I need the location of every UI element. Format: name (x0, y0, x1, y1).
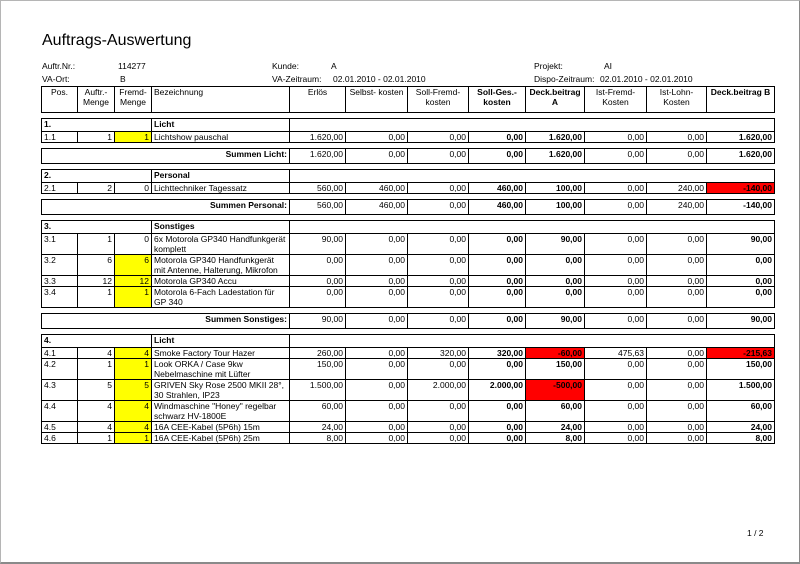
cell-soll-fremdkosten: 0,00 (408, 287, 469, 308)
sum-ist-fremdkosten: 0,00 (585, 149, 647, 164)
cell-soll-ges-kosten: 0,00 (469, 401, 526, 422)
cell-ist-fremdkosten: 0,00 (585, 255, 647, 276)
cell-soll-fremdkosten: 0,00 (408, 276, 469, 287)
cell-ist-fremdkosten: 0,00 (585, 401, 647, 422)
cell-pos: 3.4 (42, 287, 78, 308)
cell-deck-b: 0,00 (707, 287, 775, 308)
group-name: Licht (152, 119, 290, 132)
cell-erloes: 0,00 (290, 287, 346, 308)
cell-ist-fremdkosten: 0,00 (585, 433, 647, 444)
cell-erloes: 24,00 (290, 422, 346, 433)
cell-bezeichnung: Look ORKA / Case 9kw Nebelmaschine mit Lüfter (152, 359, 290, 380)
sum-soll-fremdkosten: 0,00 (408, 200, 469, 215)
sum-erloes: 90,00 (290, 314, 346, 329)
cell-fremd-menge: 1 (115, 359, 152, 380)
cell-bezeichnung: 6x Motorola GP340 Handfunkgerät komplett (152, 234, 290, 255)
va-ort-value: B (120, 74, 126, 84)
col-ist-lohnkosten: Ist-Lohn- Kosten (647, 87, 707, 113)
cell-fremd-menge: 4 (115, 422, 152, 433)
sum-ist-lohnkosten: 0,00 (647, 149, 707, 164)
cell-selbstkosten: 460,00 (346, 183, 408, 194)
col-auftr-menge: Auftr.- Menge (78, 87, 115, 113)
cell-soll-fremdkosten: 0,00 (408, 359, 469, 380)
cell-fremd-menge: 4 (115, 401, 152, 422)
sum-selbstkosten: 460,00 (346, 200, 408, 215)
table-row (42, 287, 775, 308)
cell-deck-a: -60,00 (526, 348, 585, 359)
group-header-row (42, 170, 775, 183)
sum-ist-fremdkosten: 0,00 (585, 200, 647, 215)
sum-soll-fremdkosten: 0,00 (408, 149, 469, 164)
col-pos: Pos. (42, 87, 78, 113)
cell-deck-a: 90,00 (526, 234, 585, 255)
cell-deck-a: 0,00 (526, 276, 585, 287)
cell-bezeichnung: 16A CEE-Kabel (5P6h) 15m (152, 422, 290, 433)
cell-selbstkosten: 0,00 (346, 234, 408, 255)
cell-soll-fremdkosten: 0,00 (408, 422, 469, 433)
table-row (42, 433, 775, 444)
cell-auftr-menge: 4 (78, 401, 115, 422)
cell-deck-a: 0,00 (526, 287, 585, 308)
cell-fremd-menge: 1 (115, 132, 152, 143)
cell-ist-fremdkosten: 0,00 (585, 132, 647, 143)
cell-selbstkosten: 0,00 (346, 380, 408, 401)
group-name: Licht (152, 335, 290, 348)
cell-auftr-menge: 2 (78, 183, 115, 194)
cell-deck-b: 90,00 (707, 234, 775, 255)
col-deck-a: Deck.beitrag A (526, 87, 585, 113)
table-body (42, 113, 775, 444)
cell-deck-b: 1.500,00 (707, 380, 775, 401)
kunde-value: A (331, 61, 337, 71)
cell-ist-lohnkosten: 0,00 (647, 287, 707, 308)
cell-auftr-menge: 1 (78, 433, 115, 444)
sum-label: Summen Personal: (42, 200, 290, 215)
cell-auftr-menge: 1 (78, 287, 115, 308)
auftr-nr-label: Auftr.Nr.: (42, 61, 76, 71)
cell-soll-fremdkosten: 0,00 (408, 433, 469, 444)
cell-deck-b: 24,00 (707, 422, 775, 433)
cell-selbstkosten: 0,00 (346, 255, 408, 276)
cell-ist-lohnkosten: 0,00 (647, 359, 707, 380)
cell-pos: 4.2 (42, 359, 78, 380)
cell-pos: 3.3 (42, 276, 78, 287)
col-bezeichnung: Bezeichnung (152, 87, 290, 113)
sum-ist-lohnkosten: 240,00 (647, 200, 707, 215)
sum-label: Summen Sonstiges: (42, 314, 290, 329)
sum-deck-b: 90,00 (707, 314, 775, 329)
sum-label: Summen Licht: (42, 149, 290, 164)
cell-soll-ges-kosten: 0,00 (469, 433, 526, 444)
group-number: 1. (42, 119, 152, 132)
cell-pos: 1.1 (42, 132, 78, 143)
cell-selbstkosten: 0,00 (346, 276, 408, 287)
sum-selbstkosten: 0,00 (346, 149, 408, 164)
cell-fremd-menge: 4 (115, 348, 152, 359)
cell-soll-fremdkosten: 0,00 (408, 132, 469, 143)
cell-auftr-menge: 6 (78, 255, 115, 276)
cell-selbstkosten: 0,00 (346, 348, 408, 359)
cell-fremd-menge: 12 (115, 276, 152, 287)
cell-bezeichnung: Motorola GP340 Accu (152, 276, 290, 287)
cell-soll-ges-kosten: 460,00 (469, 183, 526, 194)
cell-pos: 4.5 (42, 422, 78, 433)
kunde-label: Kunde: (272, 61, 299, 71)
cell-pos: 2.1 (42, 183, 78, 194)
cell-deck-a: 60,00 (526, 401, 585, 422)
cell-selbstkosten: 0,00 (346, 422, 408, 433)
dispo-zeitraum-value: 02.01.2010 - 02.01.2010 (600, 74, 693, 84)
sum-ist-fremdkosten: 0,00 (585, 314, 647, 329)
sum-deck-b: 1.620,00 (707, 149, 775, 164)
table-row (42, 359, 775, 380)
cell-ist-lohnkosten: 0,00 (647, 433, 707, 444)
cell-auftr-menge: 4 (78, 422, 115, 433)
cell-auftr-menge: 1 (78, 359, 115, 380)
cell-soll-fremdkosten: 2.000,00 (408, 380, 469, 401)
cell-auftr-menge: 1 (78, 132, 115, 143)
group-header-filler (290, 221, 775, 234)
group-header-filler (290, 335, 775, 348)
cell-erloes: 0,00 (290, 255, 346, 276)
cell-fremd-menge: 1 (115, 287, 152, 308)
cell-selbstkosten: 0,00 (346, 132, 408, 143)
cell-soll-ges-kosten: 0,00 (469, 359, 526, 380)
cell-soll-ges-kosten: 0,00 (469, 234, 526, 255)
cell-ist-fremdkosten: 475,63 (585, 348, 647, 359)
cell-auftr-menge: 12 (78, 276, 115, 287)
group-name: Personal (152, 170, 290, 183)
cell-selbstkosten: 0,00 (346, 401, 408, 422)
sum-soll-ges-kosten: 460,00 (469, 200, 526, 215)
cell-deck-b: 1.620,00 (707, 132, 775, 143)
cell-deck-b: 8,00 (707, 433, 775, 444)
cell-deck-b: 0,00 (707, 276, 775, 287)
cell-ist-fremdkosten: 0,00 (585, 359, 647, 380)
cell-soll-ges-kosten: 0,00 (469, 422, 526, 433)
projekt-label: Projekt: (534, 61, 563, 71)
cell-fremd-menge: 6 (115, 255, 152, 276)
sum-soll-ges-kosten: 0,00 (469, 314, 526, 329)
cell-soll-ges-kosten: 0,00 (469, 255, 526, 276)
cell-deck-a: 100,00 (526, 183, 585, 194)
cell-ist-fremdkosten: 0,00 (585, 287, 647, 308)
sum-soll-fremdkosten: 0,00 (408, 314, 469, 329)
report-table (41, 86, 775, 444)
cell-selbstkosten: 0,00 (346, 433, 408, 444)
cell-auftr-menge: 4 (78, 348, 115, 359)
cell-deck-a: 150,00 (526, 359, 585, 380)
cell-bezeichnung: GRIVEN Sky Rose 2500 MKII 28°, 30 Strahlen, IP23 (152, 380, 290, 401)
cell-ist-lohnkosten: 0,00 (647, 276, 707, 287)
cell-pos: 4.1 (42, 348, 78, 359)
sum-ist-lohnkosten: 0,00 (647, 314, 707, 329)
cell-soll-fremdkosten: 0,00 (408, 183, 469, 194)
col-deck-b: Deck.beitrag B (707, 87, 775, 113)
cell-erloes: 0,00 (290, 276, 346, 287)
sum-deck-b: -140,00 (707, 200, 775, 215)
sum-row (42, 200, 775, 215)
col-ist-fremdkosten: Ist-Fremd- Kosten (585, 87, 647, 113)
cell-auftr-menge: 5 (78, 380, 115, 401)
page-number: 1 / 2 (747, 528, 764, 538)
cell-soll-ges-kosten: 0,00 (469, 287, 526, 308)
col-soll-ges-kosten: Soll-Ges.- kosten (469, 87, 526, 113)
cell-bezeichnung: Windmaschine "Honey" regelbar schwarz HV-1800E (152, 401, 290, 422)
cell-erloes: 1.620,00 (290, 132, 346, 143)
cell-erloes: 90,00 (290, 234, 346, 255)
auftr-nr-value: 114277 (118, 61, 146, 71)
cell-bezeichnung: Motorola GP340 Handfunkgerät mit Antenne, Halterung, Mikrofon (152, 255, 290, 276)
cell-deck-a: 0,00 (526, 255, 585, 276)
cell-deck-b: 60,00 (707, 401, 775, 422)
sum-erloes: 560,00 (290, 200, 346, 215)
cell-fremd-menge: 0 (115, 183, 152, 194)
cell-erloes: 260,00 (290, 348, 346, 359)
table-row (42, 276, 775, 287)
group-header-row (42, 221, 775, 234)
cell-deck-a: 24,00 (526, 422, 585, 433)
cell-pos: 3.1 (42, 234, 78, 255)
group-name: Sonstiges (152, 221, 290, 234)
cell-soll-fremdkosten: 320,00 (408, 348, 469, 359)
cell-erloes: 150,00 (290, 359, 346, 380)
cell-ist-lohnkosten: 0,00 (647, 234, 707, 255)
sum-row (42, 149, 775, 164)
cell-ist-lohnkosten: 0,00 (647, 348, 707, 359)
cell-ist-lohnkosten: 240,00 (647, 183, 707, 194)
cell-auftr-menge: 1 (78, 234, 115, 255)
table-header-row (42, 87, 775, 113)
cell-soll-fremdkosten: 0,00 (408, 234, 469, 255)
cell-selbstkosten: 0,00 (346, 359, 408, 380)
cell-bezeichnung: Lichtshow pauschal (152, 132, 290, 143)
group-header-filler (290, 119, 775, 132)
cell-pos: 4.4 (42, 401, 78, 422)
cell-bezeichnung: Lichttechniker Tagessatz (152, 183, 290, 194)
col-selbstkosten: Selbst- kosten (346, 87, 408, 113)
cell-ist-lohnkosten: 0,00 (647, 132, 707, 143)
cell-soll-ges-kosten: 0,00 (469, 276, 526, 287)
table-row (42, 234, 775, 255)
group-number: 4. (42, 335, 152, 348)
table-row (42, 132, 775, 143)
cell-pos: 4.6 (42, 433, 78, 444)
sum-erloes: 1.620,00 (290, 149, 346, 164)
cell-pos: 3.2 (42, 255, 78, 276)
cell-soll-ges-kosten: 320,00 (469, 348, 526, 359)
table-row (42, 348, 775, 359)
sum-deck-a: 1.620,00 (526, 149, 585, 164)
cell-bezeichnung: Smoke Factory Tour Hazer (152, 348, 290, 359)
cell-erloes: 560,00 (290, 183, 346, 194)
cell-erloes: 60,00 (290, 401, 346, 422)
cell-deck-b: 0,00 (707, 255, 775, 276)
sum-row (42, 314, 775, 329)
cell-deck-a: 8,00 (526, 433, 585, 444)
va-zeitraum-value: 02.01.2010 - 02.01.2010 (333, 74, 426, 84)
sum-selbstkosten: 0,00 (346, 314, 408, 329)
cell-ist-fremdkosten: 0,00 (585, 183, 647, 194)
group-number: 2. (42, 170, 152, 183)
sum-deck-a: 90,00 (526, 314, 585, 329)
va-zeitraum-label: VA-Zeitraum: (272, 74, 322, 84)
group-header-row (42, 335, 775, 348)
cell-bezeichnung: Motorola 6-Fach Ladestation für GP 340 (152, 287, 290, 308)
cell-selbstkosten: 0,00 (346, 287, 408, 308)
cell-fremd-menge: 0 (115, 234, 152, 255)
projekt-value: AI (604, 61, 613, 71)
va-ort-label: VA-Ort: (42, 74, 70, 84)
table-row (42, 380, 775, 401)
col-erloes: Erlös (290, 87, 346, 113)
cell-deck-a: -500,00 (526, 380, 585, 401)
table-row (42, 183, 775, 194)
cell-soll-fremdkosten: 0,00 (408, 401, 469, 422)
group-number: 3. (42, 221, 152, 234)
group-header-row (42, 119, 775, 132)
sum-deck-a: 100,00 (526, 200, 585, 215)
cell-deck-a: 1.620,00 (526, 132, 585, 143)
cell-fremd-menge: 5 (115, 380, 152, 401)
cell-ist-fremdkosten: 0,00 (585, 276, 647, 287)
cell-ist-lohnkosten: 0,00 (647, 401, 707, 422)
cell-bezeichnung: 16A CEE-Kabel (5P6h) 25m (152, 433, 290, 444)
cell-ist-fremdkosten: 0,00 (585, 380, 647, 401)
cell-deck-b: 150,00 (707, 359, 775, 380)
cell-ist-lohnkosten: 0,00 (647, 380, 707, 401)
cell-fremd-menge: 1 (115, 433, 152, 444)
cell-soll-ges-kosten: 0,00 (469, 132, 526, 143)
group-header-filler (290, 170, 775, 183)
sum-soll-ges-kosten: 0,00 (469, 149, 526, 164)
cell-deck-b: -215,63 (707, 348, 775, 359)
col-fremd-menge: Fremd- Menge (115, 87, 152, 113)
dispo-zeitraum-label: Dispo-Zeitraum: (534, 74, 595, 84)
table-row (42, 422, 775, 433)
cell-erloes: 8,00 (290, 433, 346, 444)
report-title: Auftrags-Auswertung (42, 32, 192, 49)
cell-ist-lohnkosten: 0,00 (647, 422, 707, 433)
cell-erloes: 1.500,00 (290, 380, 346, 401)
table-row (42, 401, 775, 422)
cell-pos: 4.3 (42, 380, 78, 401)
cell-ist-fremdkosten: 0,00 (585, 234, 647, 255)
col-soll-fremdkosten: Soll-Fremd- kosten (408, 87, 469, 113)
cell-deck-b: -140,00 (707, 183, 775, 194)
table-row (42, 255, 775, 276)
cell-ist-fremdkosten: 0,00 (585, 422, 647, 433)
cell-soll-fremdkosten: 0,00 (408, 255, 469, 276)
cell-soll-ges-kosten: 2.000,00 (469, 380, 526, 401)
cell-ist-lohnkosten: 0,00 (647, 255, 707, 276)
